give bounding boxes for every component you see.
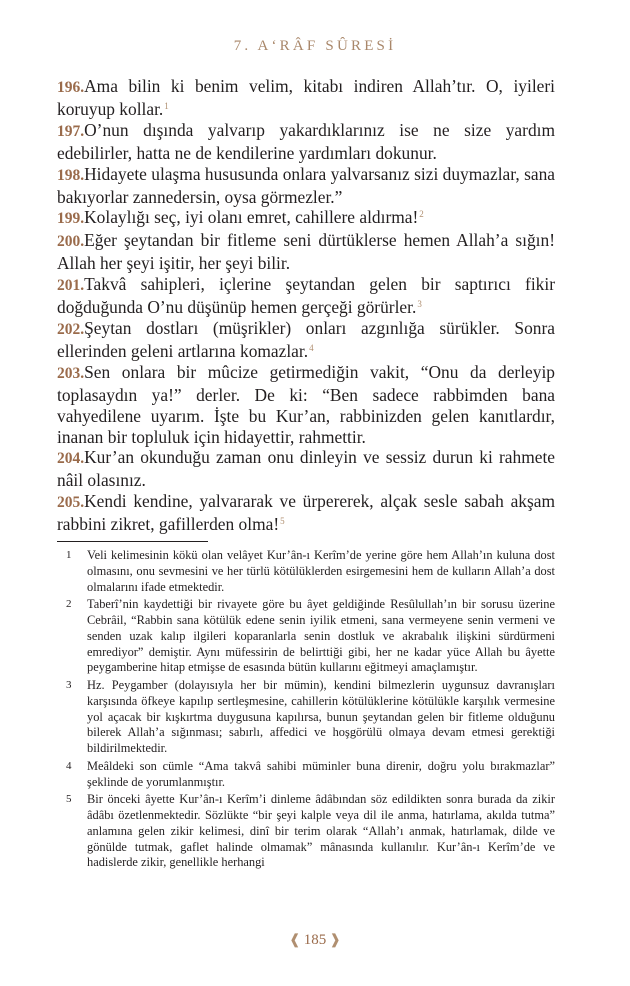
verse-196 <box>57 76 555 120</box>
verse-number: 197. <box>57 122 85 140</box>
footnote-number: 1 <box>66 549 72 561</box>
footnote-ref[interactable]: 3 <box>417 299 422 310</box>
page-number-value: 185 <box>303 932 327 948</box>
footnote-number: 4 <box>66 759 72 772</box>
footnote-2 <box>57 597 555 676</box>
verse-number: 201. <box>57 277 85 295</box>
verse-number: 198. <box>57 166 85 184</box>
verse-number: 204. <box>57 450 85 468</box>
verse-201 <box>57 274 555 318</box>
verse-text: Kolaylığı seç, iyi olanı emret, cahillere aldırma! <box>84 207 419 228</box>
verse-number: 203. <box>57 364 85 382</box>
verse-text: Kendi kendine, yalvararak ve ürpererek, alçak sesle sabah akşam rabbini zikret, gafillerden olma! <box>57 491 555 535</box>
verse-200 <box>57 230 555 274</box>
footnote-number: 3 <box>66 679 72 691</box>
verse-number: 200. <box>57 233 85 251</box>
footnote-number: 5 <box>66 793 72 806</box>
ornament-right-icon: ❱ <box>329 933 341 948</box>
footnote-number: 2 <box>66 598 72 611</box>
verse-text: Hidayete ulaşma hususunda onlara yalvarsanız sizi duymazlar, sana bakıyorlar zannedersin, oysa görmezler.” <box>57 163 555 207</box>
verse-198 <box>57 164 555 208</box>
verse-text: Ama bilin ki benim velim, kitabı indiren Allah’tır. O, iyileri koruyup kollar. <box>57 76 555 119</box>
footnote-ref[interactable]: 2 <box>419 209 424 220</box>
running-header: 7. A‘RÂF SÛRESİ <box>233 38 397 54</box>
page-number <box>0 932 630 949</box>
footnote-4 <box>57 759 555 791</box>
verse-text: Sen onlara bir mûcize getirmediğin vakit, “Onu da derleyip toplasaydın ya!” derler. De ki: “Ben sadece rabbimden bana vahyedilene uyarım. İşte bu Kur’an, rabbinizden gelen kanıtlardır, inanan bir topluluk için hidayettir, rahmettir. <box>57 361 555 447</box>
verse-199 <box>57 207 555 230</box>
footnote-ref[interactable]: 5 <box>280 516 285 527</box>
footnote-5 <box>57 792 555 871</box>
footnote-text: Veli kelimesinin kökü olan velâyet Kur’ân-ı Kerîm’de yerine göre hem Allah’ın kuluna dost olmasını, onu sevmesini ve her türlü kötülüklerden esirgemesini hem de kulların Allah’a dost olmalarını ifade etmektedir. <box>87 548 555 594</box>
footnote-3 <box>57 678 555 757</box>
verse-text: Şeytan dostları (müşrikler) onları azgınlığa sürükler. Sonra ellerinden geleni artlarına komazlar. <box>57 317 555 361</box>
footnote-text: Hz. Peygamber (dolayısıyla her bir mümin), kendini bilmezlerin uygunsuz davranışları karşısında öfkeye kapılıp sertleşmesine, cahillerin kötülüklerine kötülükle karşılık vermesine yol açacak bir kışkırtma duygusuna kapılırsa, bunun şeytandan gelen bir fitleme olduğunu bilerek Allah’a sığınması; sabırlı, affedici ve hoşgörülü olmaya devam etmesi gerektiği bildirilmektedir. <box>87 678 555 755</box>
verse-number: 202. <box>57 320 85 338</box>
verse-text: Eğer şeytandan bir fitleme seni dürtüklerse hemen Allah’a sığın! Allah her şeyi işitir, her şeyi bilir. <box>57 230 555 274</box>
verse-205 <box>57 491 555 535</box>
footnote-list <box>57 548 555 873</box>
verse-203 <box>57 362 555 448</box>
verse-202 <box>57 318 555 362</box>
verse-list <box>57 76 555 535</box>
footnote-text: Meâldeki son cümle “Ama takvâ sahibi müminler buna direnir, doğru yolu bırakmazlar” şeklinde de yorumlanmıştır. <box>87 758 555 789</box>
verse-text: O’nun dışında yalvarıp yakardıklarınız ise ne size yardım edebilirler, hatta ne de kendilerine yardımları dokunur. <box>57 119 555 163</box>
verse-204 <box>57 447 555 491</box>
footnote-divider <box>57 541 208 542</box>
footnote-ref[interactable]: 4 <box>309 342 314 353</box>
footnote-text: Bir önceki âyette Kur’ân-ı Kerîm’i dinleme âdâbından söz edildikten sonra burada da zikir âdâbı özetlenmektedir. Sözlükte “bir şeyi kalple veya dil ile anma, hatırlama, akılda tutma” anlamına gelen zikir kelimesi, dinî bir terim olarak “Allah’ı anmak, hatırlamak, dilde ve gönülde tutmak, gaflet halinde olmamak” mânasında kullanılır. Kur’ân-ı Kerîm’de ve hadislerde zikir, genellikle herhangi <box>87 792 555 870</box>
verse-number: 196. <box>57 79 85 96</box>
verse-text: Kur’an okunduğu zaman onu dinleyin ve sessiz durun ki rahmete nâil olasınız. <box>57 447 555 491</box>
footnote-1 <box>57 548 555 595</box>
verse-197 <box>57 120 555 164</box>
ornament-left-icon: ❰ <box>289 933 301 948</box>
verse-number: 205. <box>57 494 85 512</box>
footnote-ref[interactable]: 1 <box>164 100 169 111</box>
verse-text: Takvâ sahipleri, içlerine şeytandan gelen bir saptırıcı fikir doğduğunda O’nu düşünüp hemen gerçeği görürler. <box>57 274 555 318</box>
verse-number: 199. <box>57 210 85 228</box>
footnote-text: Taberî’nin kaydettiği bir rivayete göre bu âyet geldiğinde Resûlullah’ın bir sorusu üzerine Cebrâil, “Rabbin sana kötülük edene senin iyilik etmeni, sana vermeyene senin vermeni ve senden uzak kalıp ilgileri koparanlarla senin dostluk ve akrabalık ilişkini sürdürmeni emrediyor” demiştir. Aynı müfessirin de belirttiği gibi, her ne kadar yüce Allah bu âyette peygamberine hitap etmişse de esasında bütün kullarını eğitmeyi amaçlamıştır. <box>87 597 555 675</box>
